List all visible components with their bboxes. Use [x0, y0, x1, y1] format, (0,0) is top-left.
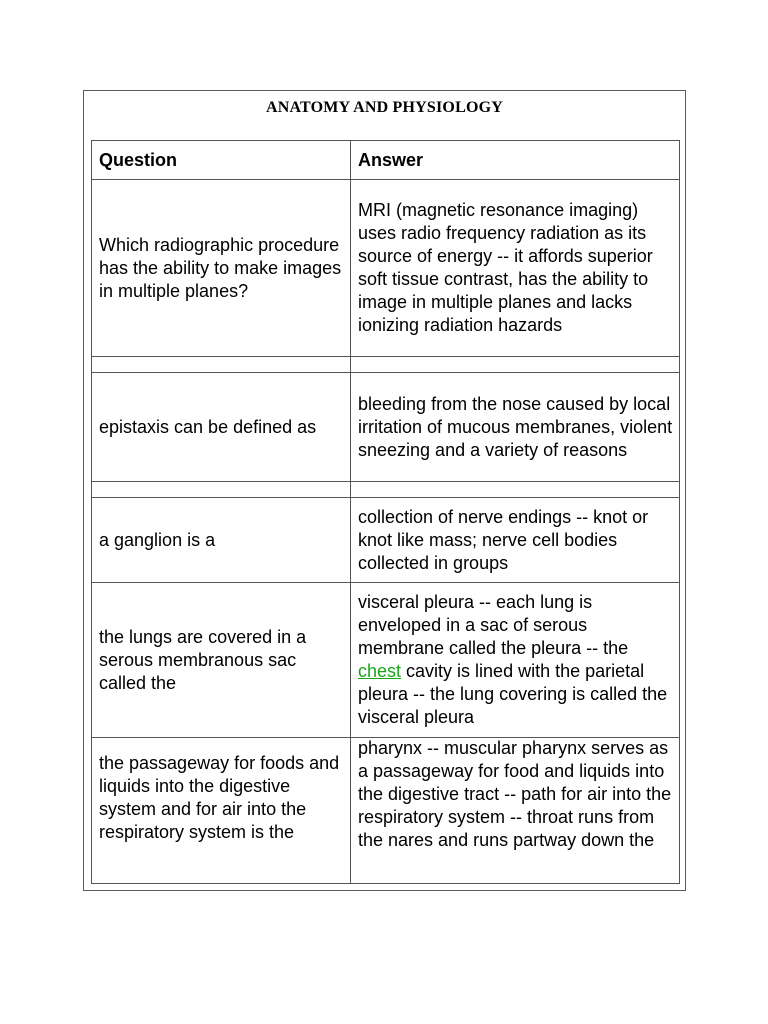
answer-cell: MRI (magnetic resonance imaging) uses radio frequency radiation as its source of energy -- it affords superior soft tissue contrast, has the ability to image in multiple planes and lacks ionizing radiation hazards [351, 180, 680, 357]
question-text: the passageway for foods and liquids into the digestive system and for air into the respiratory system is the [99, 753, 340, 842]
table-row [92, 180, 680, 357]
question-cell: a ganglion is a [92, 498, 351, 583]
header-answer: Answer [351, 141, 680, 180]
spacer-cell [351, 357, 680, 373]
qa-table [91, 140, 680, 884]
table-row [92, 498, 680, 583]
answer-cell: bleeding from the nose caused by local irritation of mucous membranes, violent sneezing and a variety of reasons [351, 373, 680, 482]
table-row [92, 583, 680, 738]
table-row [92, 738, 680, 884]
question-cell: epistaxis can be defined as [92, 373, 351, 482]
answer-text: visceral pleura -- each lung is enveloped in a sac of serous membrane called the pleura -- the [358, 592, 629, 658]
spacer-cell [92, 357, 351, 373]
answer-cell: collection of nerve endings -- knot or knot like mass; nerve cell bodies collected in groups [351, 498, 680, 583]
document-page [83, 90, 686, 891]
question-cell: Which radiographic procedure has the ability to make images in multiple planes? [92, 180, 351, 357]
answer-text: cavity is lined with the parietal pleura -- the lung covering is called the visceral pleura [358, 661, 668, 727]
spacer-cell [351, 482, 680, 498]
spacer-row [92, 357, 680, 373]
chest-link[interactable]: chest [358, 661, 402, 681]
document-title: ANATOMY AND PHYSIOLOGY [265, 99, 503, 116]
answer-text: pharynx -- muscular pharynx serves as a passageway for food and liquids into the digestive tract -- path for air into the respiratory system -- throat runs from the nares and runs partway down the [358, 738, 672, 850]
header-question: Question [92, 141, 351, 180]
question-cell [92, 738, 351, 884]
answer-cell [351, 738, 680, 884]
spacer-cell [92, 482, 351, 498]
table-row [92, 373, 680, 482]
question-cell: the lungs are covered in a serous membranous sac called the [92, 583, 351, 738]
answer-cell [351, 583, 680, 738]
table-header-row [92, 141, 680, 180]
spacer-row [92, 482, 680, 498]
